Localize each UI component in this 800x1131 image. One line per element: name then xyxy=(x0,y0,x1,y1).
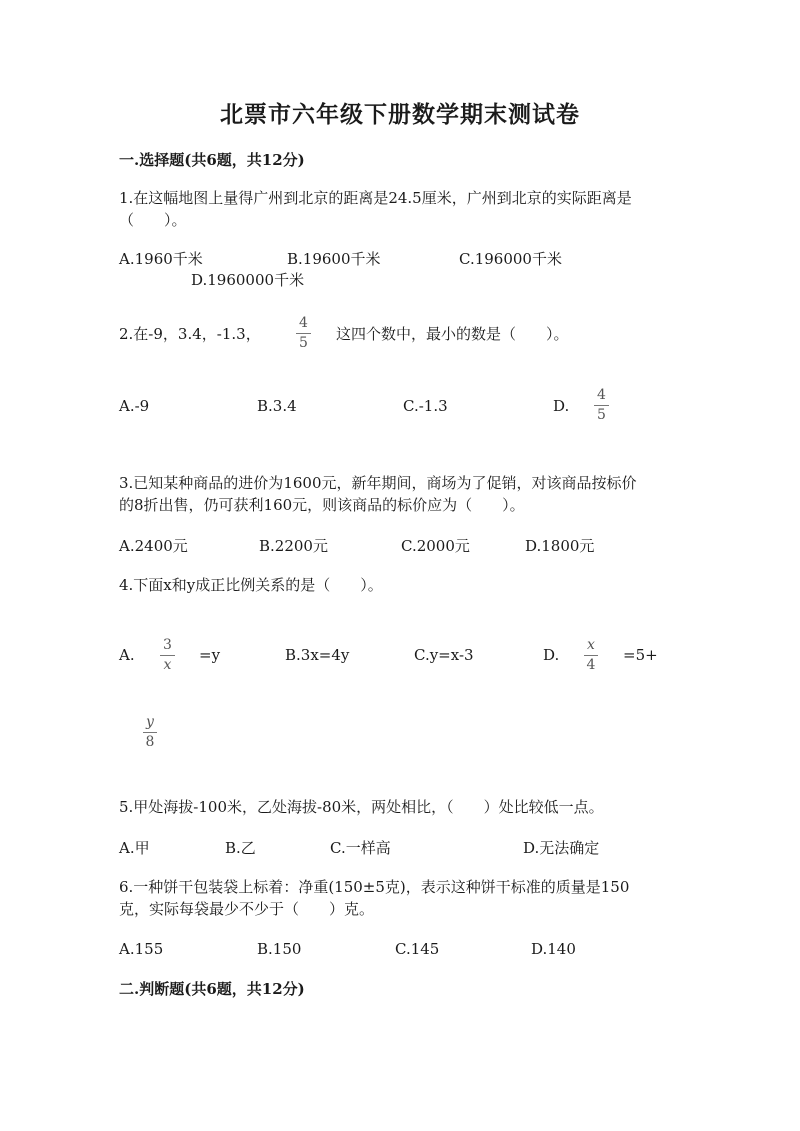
question-5-option-c: C.一样高 xyxy=(330,839,391,857)
question-3-text-cont: 的8折出售，仍可获利160元，则该商品的标价应为（ ）。 xyxy=(119,496,525,514)
question-1-option-c: C.196000千米 xyxy=(459,250,562,268)
question-4-option-a-fraction xyxy=(160,637,175,674)
question-1-text: 1.在这幅地图上量得广州到北京的距离是24.5厘米，广州到北京的实际距离是 xyxy=(119,189,632,207)
question-2-option-b: B.3.4 xyxy=(257,397,297,415)
question-6-text-cont: 克，实际每袋最少不少于（ ）克。 xyxy=(119,900,375,918)
question-5-option-a: A.甲 xyxy=(119,839,150,857)
question-1-option-a: A.1960千米 xyxy=(119,250,203,268)
fraction-numerator: x xyxy=(584,637,598,656)
section-heading-judgement: 二.判断题(共6题，共12分) xyxy=(119,980,305,998)
question-6-option-b: B.150 xyxy=(257,940,302,958)
question-4-option-c: C.y=x-3 xyxy=(414,646,474,664)
question-5-option-b: B.乙 xyxy=(225,839,256,857)
page-title: 北票市六年级下册数学期末测试卷 xyxy=(220,101,580,128)
question-4-text: 4.下面x和y成正比例关系的是（ ）。 xyxy=(119,576,383,594)
question-2-option-d: D. xyxy=(553,397,570,415)
question-5-text: 5.甲处海拔-100米，乙处海拔-80米，两处相比，（ ）处比较低一点。 xyxy=(119,798,604,816)
question-4-option-d: D. xyxy=(543,646,560,664)
question-2-option-c: C.-1.3 xyxy=(403,397,448,415)
question-6-option-c: C.145 xyxy=(395,940,440,958)
question-6-option-a: A.155 xyxy=(119,940,164,958)
question-4-option-a-rest: =y xyxy=(199,646,221,664)
question-2-text-pre: 2.在-9，3.4，-1.3， xyxy=(119,325,261,343)
question-4-option-a: A. xyxy=(119,646,135,664)
question-3-option-a: A.2400元 xyxy=(119,537,188,555)
question-3-option-b: B.2200元 xyxy=(259,537,328,555)
question-3-text: 3.已知某种商品的进价为1600元，新年期间，商场为了促销，对该商品按标价 xyxy=(119,474,637,492)
question-1-option-d: D.1960000千米 xyxy=(191,271,305,289)
fraction-denominator: 5 xyxy=(299,335,308,351)
fraction-denominator: 4 xyxy=(586,657,596,673)
question-4-option-d-rest: =5+ xyxy=(623,646,658,664)
section-heading-choice: 一.选择题(共6题，共12分) xyxy=(119,151,305,169)
fraction-numerator: 4 xyxy=(296,315,311,334)
fraction-numerator: 3 xyxy=(160,637,175,656)
question-3-option-c: C.2000元 xyxy=(401,537,470,555)
question-2-option-d-fraction xyxy=(594,387,609,424)
fraction-numerator: 4 xyxy=(594,387,609,406)
question-1-text-cont: （ ）。 xyxy=(119,211,187,229)
question-6-option-d: D.140 xyxy=(531,940,576,958)
fraction-denominator: 5 xyxy=(597,407,606,423)
question-3-option-d: D.1800元 xyxy=(525,537,595,555)
question-2-option-a: A.-9 xyxy=(119,397,150,415)
question-2-fraction xyxy=(296,315,311,352)
question-6-text: 6.一种饼干包装袋上标着：净重(150±5克)，表示这种饼干标准的质量是150 xyxy=(119,878,630,896)
fraction-numerator: y xyxy=(143,714,157,733)
fraction-denominator: 8 xyxy=(145,734,155,750)
question-4-option-d-fraction xyxy=(584,637,598,674)
question-4-option-b: B.3x=4y xyxy=(285,646,350,664)
question-2-text-post: 这四个数中，最小的数是（ ）。 xyxy=(336,325,569,343)
question-5-option-d: D.无法确定 xyxy=(523,839,600,857)
question-1-option-b: B.19600千米 xyxy=(287,250,381,268)
fraction-denominator: x xyxy=(163,657,172,673)
question-4-option-d-fraction-2 xyxy=(143,714,157,751)
